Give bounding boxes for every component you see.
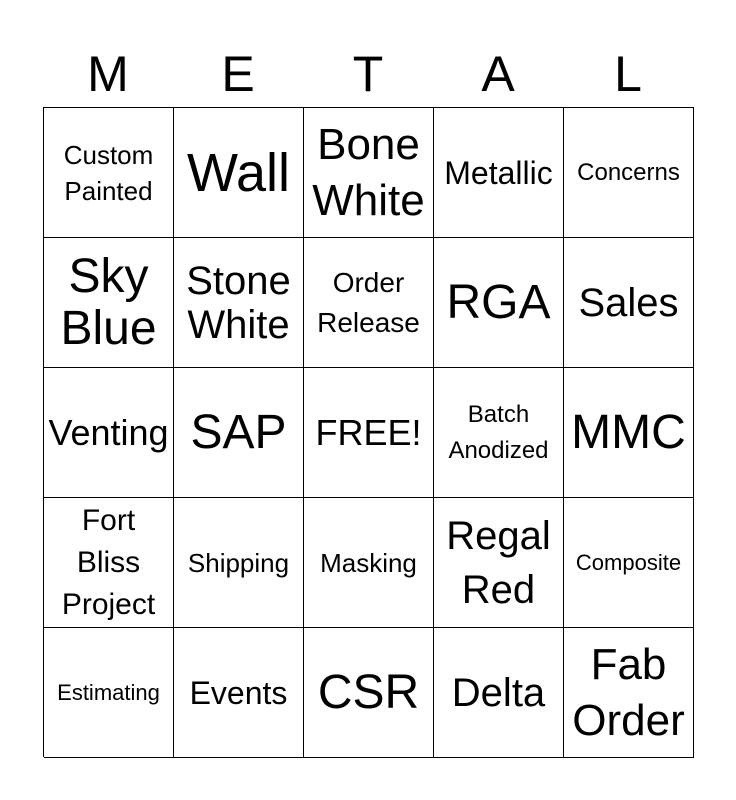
cell-label: Bone White — [312, 119, 425, 225]
cell-label: Shipping — [187, 547, 290, 578]
bingo-cell[interactable] — [564, 238, 694, 368]
bingo-cell[interactable] — [304, 238, 434, 368]
bingo-cell[interactable] — [434, 498, 564, 628]
bingo-cell[interactable] — [174, 368, 304, 498]
header-letter-t: T — [352, 46, 384, 102]
cell-label: Regal Red — [446, 513, 551, 612]
cell-label: FREE! — [315, 411, 422, 453]
bingo-cell free-space[interactable] — [304, 368, 434, 498]
bingo-grid — [43, 107, 694, 757]
cell-label: Estimating — [57, 679, 160, 705]
cell-label: Batch Anodized — [448, 400, 549, 464]
bingo-cell[interactable] — [174, 108, 304, 238]
bingo-cell[interactable] — [564, 498, 694, 628]
bingo-cell[interactable] — [564, 108, 694, 238]
cell-label: Order Release — [317, 266, 420, 338]
bingo-cell[interactable] — [434, 238, 564, 368]
cell-label: MMC — [571, 405, 686, 459]
cell-label: Venting — [48, 411, 169, 453]
header-letter-e: E — [221, 46, 255, 102]
bingo-cell[interactable] — [564, 628, 694, 758]
cell-label: Custom Painted — [63, 139, 154, 206]
cell-label: Fab Order — [572, 639, 685, 745]
bingo-cell[interactable] — [564, 368, 694, 498]
cell-label: Metallic — [444, 154, 553, 191]
bingo-header — [43, 42, 693, 106]
header-letter-l: L — [614, 46, 642, 102]
bingo-cell[interactable] — [44, 108, 174, 238]
bingo-cell[interactable] — [434, 628, 564, 758]
cell-label: Stone White — [186, 258, 291, 347]
bingo-cell[interactable] — [44, 368, 174, 498]
bingo-cell[interactable] — [304, 628, 434, 758]
cell-label: Masking — [320, 547, 417, 578]
bingo-cell[interactable] — [174, 628, 304, 758]
cell-label: Sales — [578, 280, 679, 325]
bingo-cell[interactable] — [174, 238, 304, 368]
cell-label: Concerns — [577, 158, 680, 186]
bingo-cell[interactable] — [434, 368, 564, 498]
header-letter-m: M — [87, 46, 129, 102]
cell-label: Events — [189, 674, 288, 711]
bingo-cell[interactable] — [434, 108, 564, 238]
cell-label: CSR — [317, 665, 420, 719]
cell-label: Delta — [451, 670, 546, 715]
cell-label: Wall — [187, 142, 290, 203]
bingo-cell[interactable] — [304, 498, 434, 628]
header-letter-a: A — [481, 46, 515, 102]
bingo-cell[interactable] — [44, 498, 174, 628]
cell-label: Sky Blue — [60, 249, 157, 355]
bingo-cell[interactable] — [304, 108, 434, 238]
cell-label: Composite — [575, 549, 682, 575]
bingo-cell[interactable] — [44, 628, 174, 758]
cell-label: SAP — [190, 405, 287, 459]
cell-label: Fort Bliss Project — [61, 503, 156, 621]
bingo-cell[interactable] — [174, 498, 304, 628]
cell-label: RGA — [446, 275, 551, 329]
bingo-cell[interactable] — [44, 238, 174, 368]
